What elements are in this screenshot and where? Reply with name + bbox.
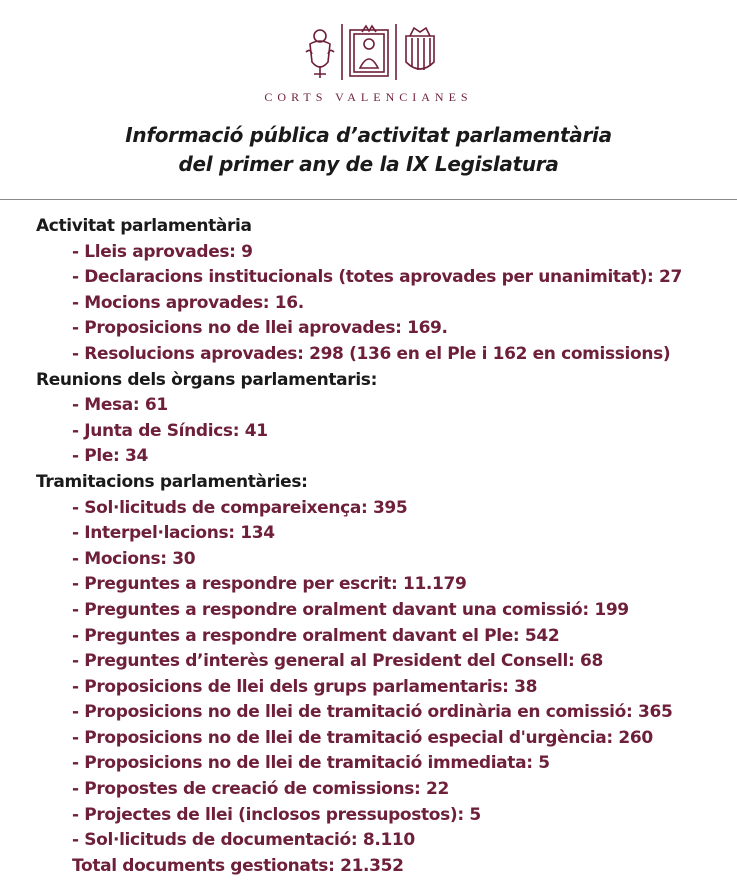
list-item: - Proposicions no de llei de tramitació ordinària en comissió: 365 — [72, 702, 673, 723]
corts-valencianes-logo — [300, 22, 440, 82]
list-item: - Declaracions institucionals (totes aprovades per unanimitat): 27 — [72, 267, 683, 288]
list-item: - Proposicions no de llei de tramitació immediata: 5 — [72, 753, 550, 774]
list-item: - Junta de Síndics: 41 — [72, 420, 268, 441]
list-item: - Mesa: 61 — [72, 395, 168, 416]
list-item: - Resolucions aprovades: 298 (136 en el Ple i 162 en comissions) — [72, 343, 671, 364]
list-item: - Sol·licituds de documentació: 8.110 — [72, 830, 415, 851]
section-heading-tramitacions: Tramitacions parlamentàries: — [36, 471, 308, 492]
page-title — [0, 121, 737, 179]
list-item: - Preguntes a respondre per escrit: 11.179 — [72, 574, 467, 595]
org-name: CORTS VALENCIANES — [264, 90, 473, 104]
list-item: - Propostes de creació de comissions: 22 — [72, 779, 449, 800]
section-heading-activitat: Activitat parlamentària — [36, 216, 252, 236]
list-item: - Lleis aprovades: 9 — [72, 241, 253, 262]
header-divider — [0, 199, 737, 200]
list-item: - Interpel·lacions: 134 — [72, 523, 275, 544]
activity-list — [36, 214, 736, 879]
list-item: - Mocions: 30 — [72, 548, 196, 569]
page-title-line-1: Informació pública d’activitat parlamentària — [125, 123, 612, 147]
list-item: - Preguntes a respondre oralment davant una comissió: 199 — [72, 599, 629, 620]
page-title-line-2: del primer any de la IX Legislatura — [178, 152, 559, 176]
section-heading-reunions: Reunions dels òrgans parlamentaris: — [36, 369, 378, 390]
list-item: - Ple: 34 — [72, 446, 149, 467]
list-item: - Proposicions de llei dels grups parlamentaris: 38 — [72, 676, 538, 697]
list-item: - Sol·licituds de compareixença: 395 — [72, 497, 408, 518]
list-item: - Projectes de llei (inclosos pressupostos): 5 — [72, 804, 481, 825]
total-documents: Total documents gestionats: 21.352 — [72, 855, 404, 876]
list-item: - Preguntes d’interès general al President del Consell: 68 — [72, 651, 603, 672]
list-item: - Proposicions no de llei de tramitació especial d'urgència: 260 — [72, 727, 653, 748]
list-item: - Proposicions no de llei aprovades: 169. — [72, 318, 448, 339]
list-item: - Mocions aprovades: 16. — [72, 292, 304, 313]
list-item: - Preguntes a respondre oralment davant el Ple: 542 — [72, 625, 560, 646]
